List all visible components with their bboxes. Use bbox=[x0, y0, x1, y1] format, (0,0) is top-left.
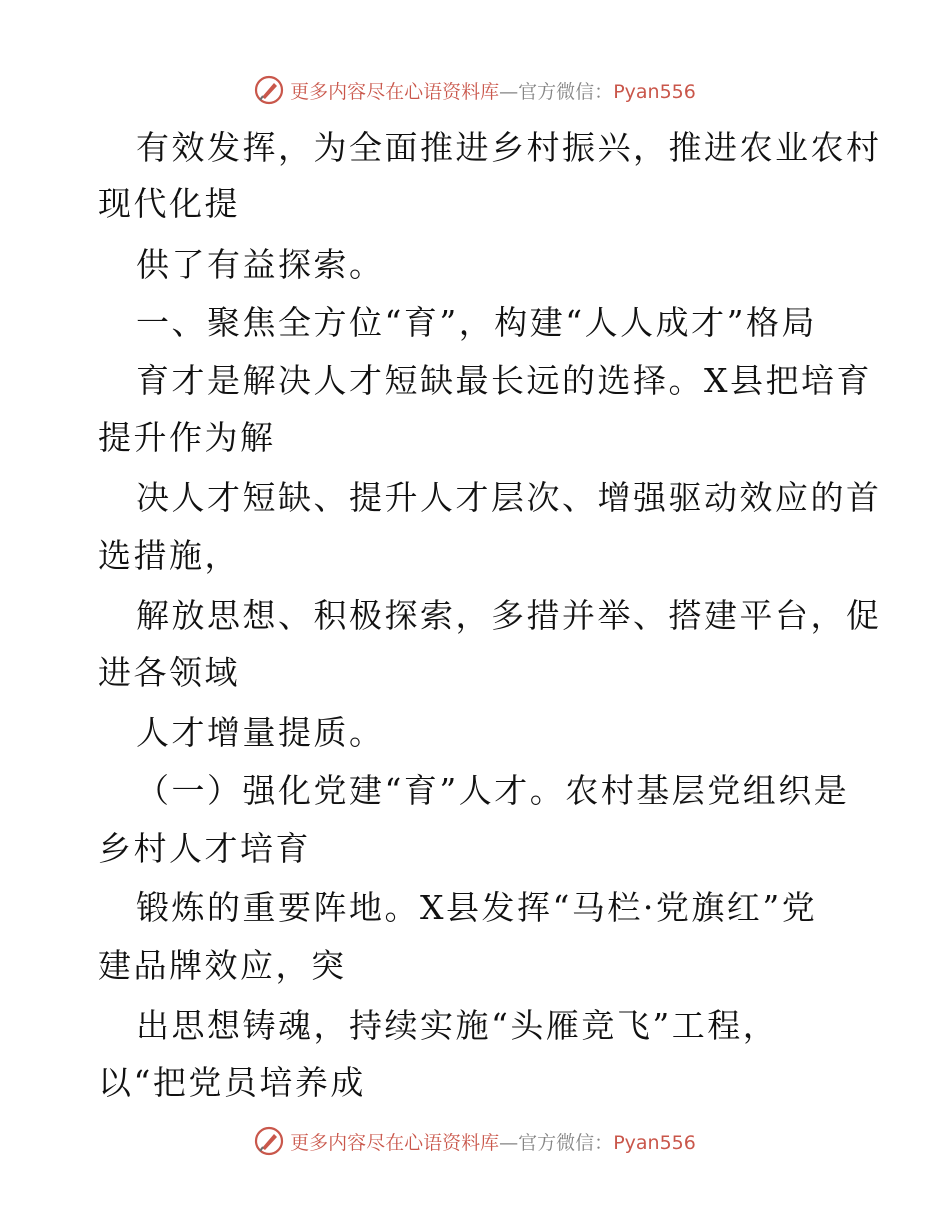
header-watermark bbox=[0, 70, 950, 110]
body-line: 乡村人才培育 bbox=[98, 829, 311, 868]
body-line: 建品牌效应，突 bbox=[98, 946, 347, 985]
subsection-heading: （一）强化党建“育”人才。农村基层党组织是 bbox=[136, 771, 850, 810]
body-line: 决人才短缺、提升人才层次、增强驱动效应的首 bbox=[136, 478, 882, 517]
watermark-label: 官方微信： bbox=[518, 1131, 614, 1154]
watermark-dash: — bbox=[499, 80, 519, 103]
watermark-brand: 更多内容尽在心语资料库 bbox=[290, 1131, 500, 1154]
section-heading: 一、聚焦全方位“育”，构建“人人成才”格局 bbox=[136, 303, 817, 342]
quill-seal-icon bbox=[254, 75, 284, 105]
body-line: 育才是解决人才短缺最长远的选择。X县把培育 bbox=[136, 361, 872, 400]
watermark-text bbox=[290, 77, 696, 104]
body-line: 解放思想、积极探索，多措并举、搭建平台，促 bbox=[136, 596, 882, 635]
watermark-brand: 更多内容尽在心语资料库 bbox=[290, 80, 500, 103]
watermark-wechat-id: Pyan556 bbox=[613, 80, 696, 103]
body-line: 提升作为解 bbox=[98, 418, 276, 457]
body-line: 锻炼的重要阵地。X县发挥“马栏·党旗红”党 bbox=[136, 888, 818, 927]
body-line: 人才增量提质。 bbox=[136, 713, 385, 752]
watermark-label: 官方微信： bbox=[518, 80, 614, 103]
watermark-wechat-id: Pyan556 bbox=[613, 1131, 696, 1154]
watermark-dash: — bbox=[499, 1131, 519, 1154]
body-line: 选措施， bbox=[98, 536, 240, 575]
quill-seal-icon bbox=[254, 1126, 284, 1156]
footer-watermark bbox=[0, 1121, 950, 1161]
body-line: 供了有益探索。 bbox=[136, 245, 385, 284]
body-line: 以“把党员培养成 bbox=[98, 1063, 366, 1102]
body-line: 出思想铸魂，持续实施“头雁竞飞”工程， bbox=[136, 1006, 779, 1045]
watermark-text bbox=[290, 1128, 696, 1155]
body-line: 现代化提 bbox=[98, 184, 240, 223]
body-line: 进各领域 bbox=[98, 653, 240, 692]
body-line: 有效发挥，为全面推进乡村振兴，推进农业农村 bbox=[136, 128, 882, 167]
